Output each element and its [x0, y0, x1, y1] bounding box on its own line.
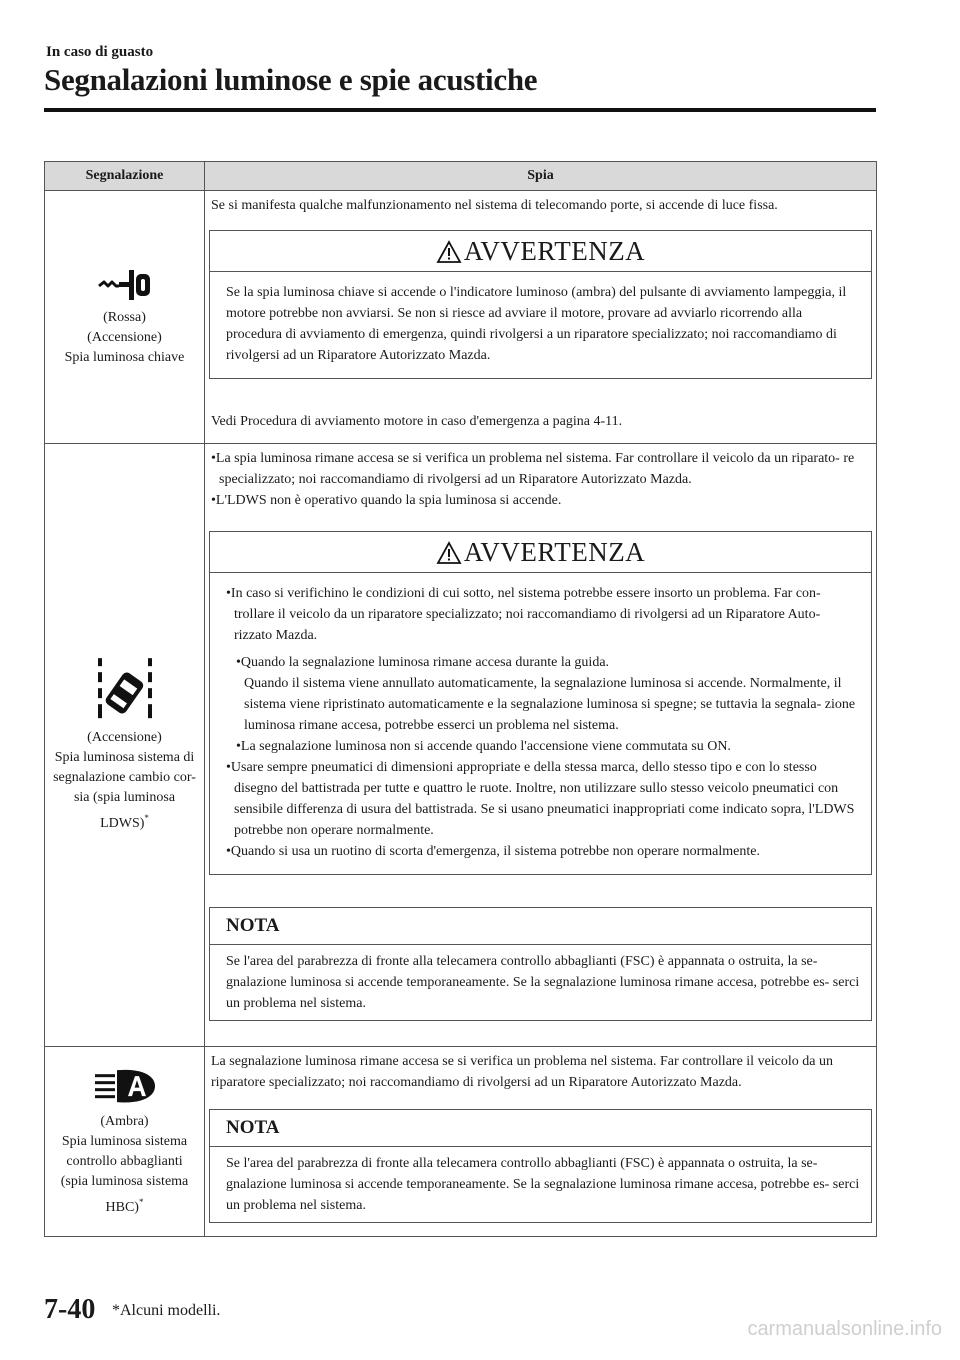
warning-bullet-text: Usare sempre pneumatici di dimensioni appropriate e della stessa marca, dello stesso tipo e con lo stesso disegno del battistrada per tutte e quattro le ruote. Inoltre, non utilizzare sullo stesso veicolo pneumatici con sensibile differenza di usura del battistrada. Se si usano pneumatici inappropriati come indicato sopra, l'LDWS potrebbe non operare normalmente.	[230, 760, 855, 838]
column-header-spia: Spia	[205, 162, 877, 191]
warning-triangle-icon	[436, 240, 462, 264]
lamp-state-label: (Accensione)	[87, 730, 162, 746]
lamp-color-label: (Rossa)	[103, 310, 146, 325]
table-row	[45, 444, 877, 1047]
lamp-name-label: Spia luminosa chiave	[64, 350, 185, 365]
warning-box	[209, 230, 872, 379]
asterisk-marker: *	[138, 1196, 144, 1207]
table-header-row	[45, 162, 877, 191]
note-box	[209, 907, 872, 1021]
description-bullet: •L'LDWS non è operativo quando la spia luminosa si accende.	[211, 493, 562, 508]
page-number: 7-40	[44, 1294, 96, 1325]
lamp-state-label: (Accensione)	[87, 330, 162, 345]
lamp-name-label: sia (spia luminosa	[73, 790, 176, 806]
warning-list	[210, 573, 871, 874]
bullet-text: L'LDWS non è operativo quando la spia luminosa si accende.	[215, 493, 562, 508]
warning-bullet: •Usare sempre pneumatici di dimensioni appropriate e della stessa marca, dello stesso tipo e con lo stesso disegno del battistrada per tutte e quattro le ruote. Inoltre, non utilizzare sullo stesso veicolo pneumatici con sensibile differenza di usura del battistrada. Se si usano pneumatici inappropriati come indicato sopra, l'LDWS potrebbe non operare normalmente.	[226, 760, 855, 838]
description-cell-hbc	[205, 1047, 877, 1237]
hbc-warning-icon	[93, 1066, 157, 1106]
description-bullet: •La spia luminosa rimane accesa se si verifica un problema nel sistema. Far controllare il veicolo da un riparato- re specializzato; noi raccomandiamo di rivolgersi ad un Riparatore Autorizzato Mazda.	[211, 451, 855, 487]
warning-box	[209, 531, 872, 875]
note-text: Se l'area del parabrezza di fronte alla telecamera controllo abbaglianti (FSC) è appannata o ostruita, la se- gnalazione luminosa si accende temporaneamente. Se la segnalazione luminosa rimane accesa, potrebbe es- serci un problema nel sistema.	[226, 1156, 860, 1213]
watermark: carmanualsonline.info	[747, 1318, 942, 1340]
lamp-name-label-last: HBC)	[105, 1199, 139, 1215]
warning-triangle-icon	[436, 541, 462, 565]
footnote: *Alcuni modelli.	[112, 1302, 221, 1319]
warning-bullet-text: In caso si verifichino le condizioni di cui sotto, nel sistema potrebbe essere insorto un problema. Far con- trollare il veicolo da un riparatore specializzato; noi raccomandiamo di rivolgersi ad un Riparatore Auto- rizzato Mazda.	[230, 586, 821, 643]
warning-title: AVVERTENZA	[463, 537, 646, 567]
warning-text: Se la spia luminosa chiave si accende o l'indicatore luminoso (ambra) del pulsante di avviamento lampeggia, il motore potrebbe non avviarsi. Se non si riesce ad avviare il motore, provare ad avviarlo ricorrendo alla procedura di avviamento di emergenza, quindi rivolgersi a un riparatore specializzato; noi raccomandiamo di rivolgersi ad un Riparatore Autorizzato Mazda.	[226, 285, 847, 363]
warning-subbullet: •Quando la segnalazione luminosa rimane accesa durante la guida.	[236, 655, 610, 670]
description-cell-ldws	[205, 444, 877, 1047]
warning-subbullet-text: Quando la segnalazione luminosa rimane accesa durante la guida.	[240, 655, 610, 670]
lamp-cell-key	[45, 191, 205, 444]
description-text: La segnalazione luminosa rimane accesa se si verifica un problema nel sistema. Far controllare il veicolo da un riparatore specializzato; noi raccomandiamo di rivolgersi ad un Riparatore Autorizzato Mazda.	[211, 1054, 833, 1090]
page-title: Segnalazioni luminose e spie acustiche	[44, 62, 538, 97]
note-title: NOTA	[210, 1110, 871, 1147]
reference-text: Vedi Procedura di avviamento motore in caso d'emergenza a pagina 4-11.	[211, 414, 623, 429]
note-box	[209, 1109, 872, 1223]
lamp-name-label: Spia luminosa sistema di	[54, 750, 195, 766]
warning-lamps-table	[44, 161, 877, 1237]
warning-bullet: •Quando si usa un ruotino di scorta d'emergenza, il sistema potrebbe non operare normalmente.	[226, 844, 760, 859]
bullet-text: La spia luminosa rimane accesa se si verifica un problema nel sistema. Far controllare il veicolo da un riparato- re specializzato; noi raccomandiamo di rivolgersi ad un Riparatore Autorizzato Mazda.	[215, 451, 855, 487]
key-warning-icon	[97, 266, 153, 302]
warning-header	[210, 532, 871, 573]
section-label: In caso di guasto	[46, 44, 154, 60]
warning-bullet: •In caso si verifichino le condizioni di cui sotto, nel sistema potrebbe essere insorto un problema. Far con- trollare il veicolo da un riparatore specializzato; noi raccomandiamo di rivolgersi ad un Riparatore Auto- rizzato Mazda.	[226, 586, 821, 643]
note-title: NOTA	[210, 908, 871, 945]
warning-title: AVVERTENZA	[463, 236, 646, 266]
lamp-name-label-last: LDWS)	[100, 815, 145, 831]
table-row	[45, 191, 877, 444]
lamp-name-label: Spia luminosa sistema	[61, 1133, 188, 1149]
warning-bullet-text: Quando si usa un ruotino di scorta d'emergenza, il sistema potrebbe non operare normalmente.	[230, 844, 760, 859]
header-divider	[44, 108, 876, 112]
lamp-name-label: (spia luminosa sistema	[60, 1173, 189, 1189]
lamp-name-label	[45, 1192, 204, 1218]
asterisk-marker: *	[144, 813, 149, 824]
column-header-signal: Segnalazione	[45, 162, 205, 191]
table-row	[45, 1047, 877, 1237]
lamp-name-label: controllo abbaglianti	[66, 1153, 183, 1169]
ldws-warning-icon	[94, 656, 156, 722]
warning-subbullet-cont: Quando il sistema viene annullato automaticamente, la segnalazione luminosa si accende. Normalmente, il sistema viene ripristinato automaticamente e la segnalazione luminosa si spegne; se tuttavia la segnala- zione luminosa rimane accesa, potrebbe esserci un problema nel sistema.	[244, 676, 856, 733]
lamp-name-label: segnalazione cambio cor-	[53, 770, 196, 786]
warning-header	[210, 231, 871, 272]
lamp-color-label: (Ambra)	[100, 1113, 149, 1129]
description-text: Se si manifesta qualche malfunzionamento nel sistema di telecomando porte, si accende di luce fissa.	[211, 198, 778, 213]
lamp-cell-hbc	[45, 1047, 205, 1237]
warning-subbullet-text: La segnalazione luminosa non si accende quando l'accensione viene commutata su ON.	[240, 739, 731, 754]
lamp-cell-ldws	[45, 444, 205, 1047]
note-text: Se l'area del parabrezza di fronte alla telecamera controllo abbaglianti (FSC) è appannata o ostruita, la se- gnalazione luminosa si accende temporaneamente. Se la segnalazione luminosa rimane accesa, potrebbe es- serci un problema nel sistema.	[226, 954, 860, 1011]
description-cell-key	[205, 191, 877, 444]
lamp-name-label	[45, 808, 204, 834]
warning-subbullet: •La segnalazione luminosa non si accende quando l'accensione viene commutata su ON.	[236, 739, 731, 754]
